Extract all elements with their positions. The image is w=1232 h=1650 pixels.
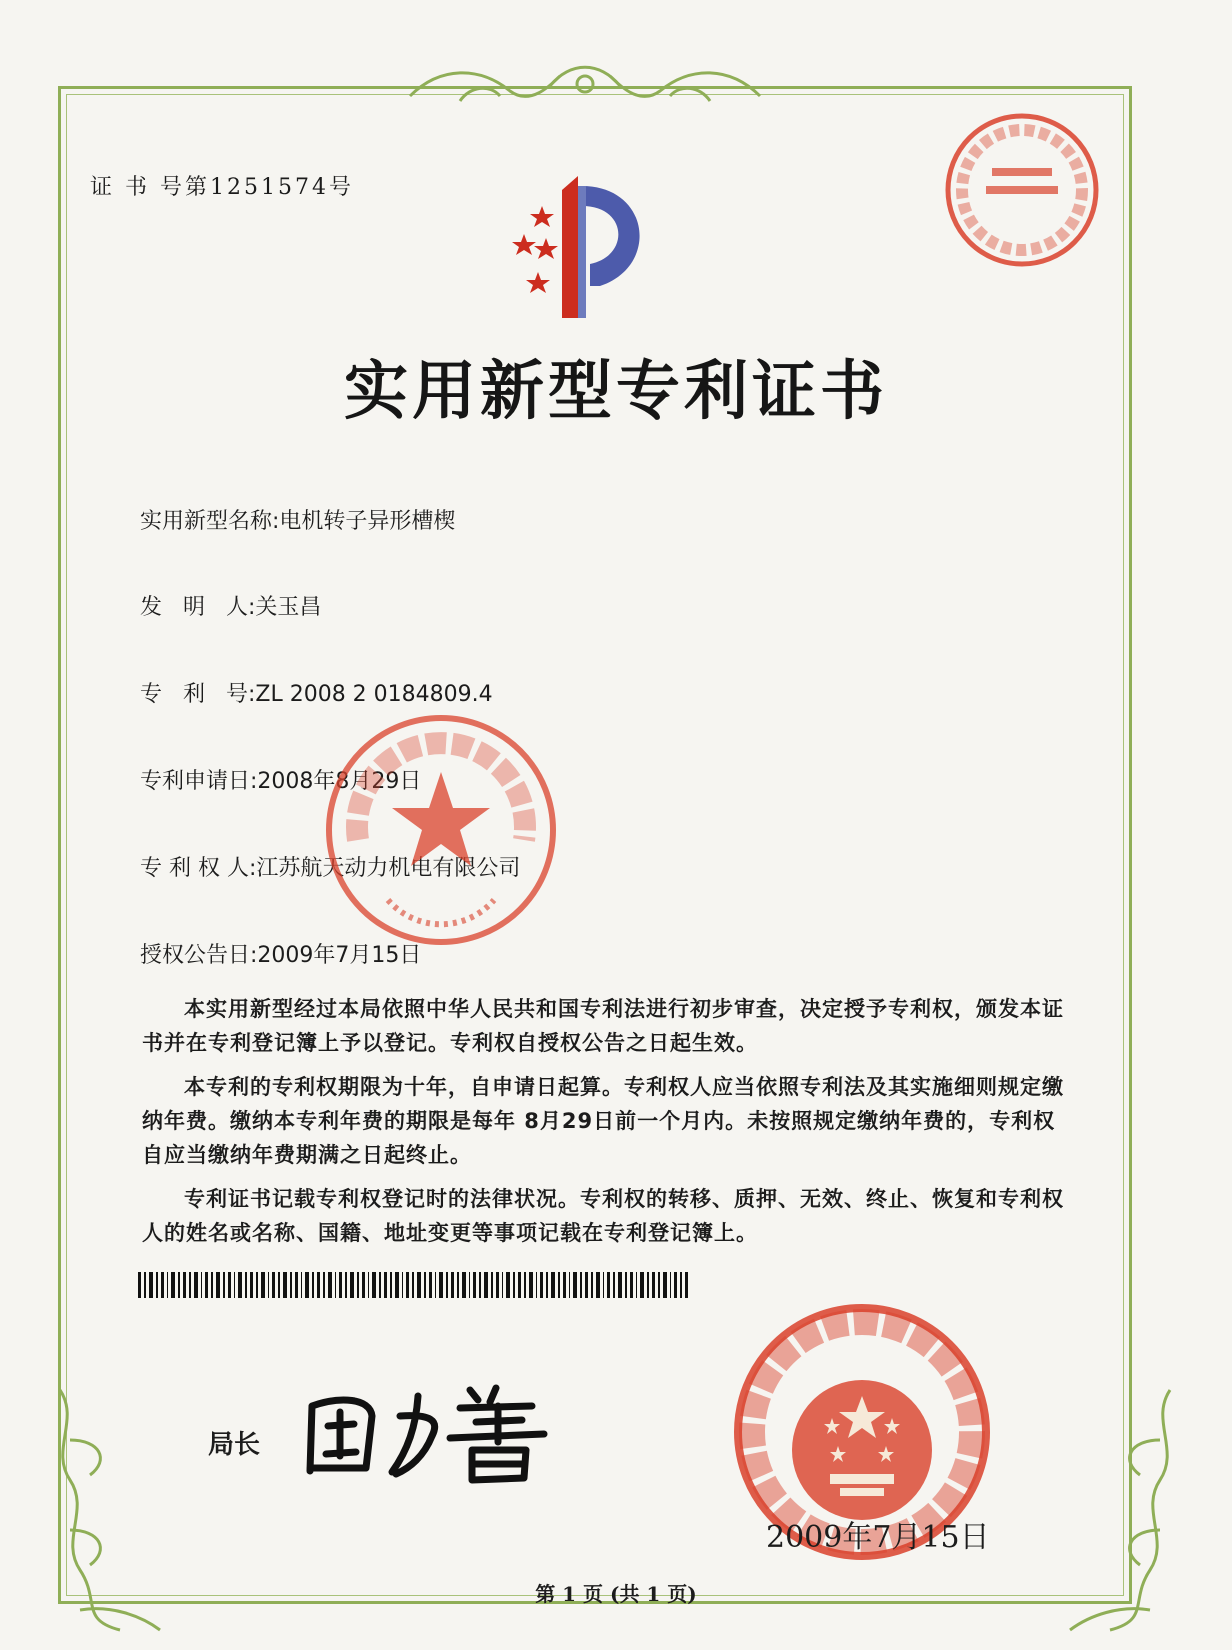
field-value: 2008年8月29日	[257, 769, 422, 794]
body-paragraph: 本实用新型经过本局依照中华人民共和国专利法进行初步审查，决定授予专利权，颁发本证书并在专利登记簿上予以登记。专利权自授权公告之日起生效。	[142, 997, 1064, 1055]
field-value: 江苏航天动力机电有限公司	[256, 856, 521, 881]
field-label: 发 明 人:	[140, 595, 256, 620]
field-label: 专利申请日:	[140, 769, 258, 794]
field-value: ZL 2008 2 0184809.4	[255, 682, 493, 707]
tax-stamp-seal	[942, 110, 1102, 270]
field-value: 电机转子异形槽楔	[279, 509, 456, 534]
patent-office-emblem	[500, 176, 670, 326]
field-inventor	[140, 590, 321, 621]
body-paragraph: 本专利的专利权期限为十年，自申请日起算。专利权人应当依照专利法及其实施细则规定缴纳年费。缴纳本专利年费的期限是每年 8月29日前一个月内。未按照规定缴纳年费的，专利权自应当缴纳年费期满之日起终止。	[142, 1075, 1064, 1167]
director-signature	[300, 1376, 560, 1486]
top-ornament	[400, 56, 770, 116]
field-utility-model-name	[140, 504, 455, 535]
company-seal	[318, 710, 564, 950]
body-paragraph: 专利证书记载专利权登记时的法律状况。专利权的转移、质押、无效、终止、恢复和专利权人的姓名或名称、国籍、地址变更等事项记载在专利登记簿上。	[142, 1187, 1064, 1245]
field-label: 授权公告日:	[140, 943, 258, 968]
page-number: 第 1 页 (共 1 页)	[535, 1582, 697, 1606]
field-value: 2009年7月15日	[257, 943, 422, 968]
field-label: 专 利 号:	[140, 682, 256, 707]
field-patent-number	[140, 677, 493, 708]
certificate-number: 证 书 号第1251574号	[90, 175, 354, 200]
page-title: 实用新型专利证书	[344, 355, 888, 429]
field-value: 关玉昌	[255, 595, 322, 620]
director-label: 局长	[208, 1430, 261, 1460]
field-label: 专 利 权 人:	[140, 856, 257, 881]
field-label: 实用新型名称:	[140, 509, 280, 534]
issue-date: 2009年7月15日	[766, 1520, 990, 1555]
barcode	[138, 1272, 688, 1298]
